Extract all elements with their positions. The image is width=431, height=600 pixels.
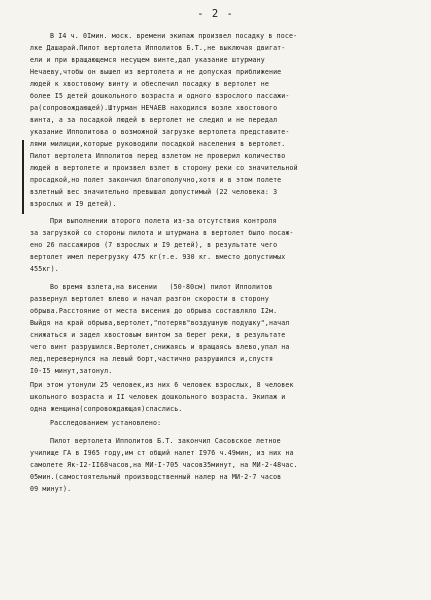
- text-line: В I4 ч. 0Iмин. моск. времени экипаж произвел посадку в посе-: [50, 32, 298, 40]
- text-line: 09 минут).: [30, 485, 72, 493]
- text-line: снижаться и задел хвостовым винтом за берег реки, в результате: [30, 331, 286, 339]
- text-line: училище ГА в I965 году,им ст общий налет I976 ч.49мин, из них на: [30, 449, 294, 457]
- text-line: 455кг).: [30, 265, 59, 273]
- text-line: Нечаеву,чтобы он вышел из вертолета и не допуская приближение: [30, 68, 282, 76]
- page-number: - 2 -: [197, 8, 234, 20]
- text-line: I0-I5 минут,затонул.: [30, 367, 113, 375]
- text-line: школьного возраста и II человек дошкольного возраста. Экипаж и: [30, 393, 286, 401]
- text-line: лями милиции,которые руководили посадкой населения в вертолет.: [30, 140, 286, 148]
- text-line: указание Ипполитова о возможной загрузке вертолета представите-: [30, 128, 290, 136]
- text-line: Пилот вертолета Ипполитов перед взлетом не проверил количество: [30, 152, 286, 160]
- text-line: Выйдя на край обрыва,вертолет,"потеряв"воздушную подушку",начал: [30, 319, 290, 327]
- text-line: одна женщина(сопровождающая)спаслись.: [30, 405, 183, 413]
- text-line: людей в вертолете и произвел взлет в сторону реки со значительной: [30, 164, 298, 172]
- text-line: более I5 детей дошкольного возраста и одного взрослого пассажи-: [30, 92, 290, 100]
- text-line: вертолет имел перегрузку 475 кг(т.е. 930 кг. вместо допустимых: [30, 253, 286, 261]
- text-line: самолете Як-I2-II68часов,на МИ-I-705 часов35минут, на МИ-2-48час.: [30, 461, 298, 469]
- text-line: При этом утонули 25 человек,из них 6 человек взрослых, 8 человек: [30, 381, 294, 389]
- text-line: взлетный вес значительно превышал допустимый (22 человека: 3: [30, 188, 278, 196]
- text-line: ено 26 пассажиров (7 взрослых и I9 детей), в результате чего: [30, 241, 278, 249]
- text-line: лке Дашарай.Пилот вертолета Ипполитов Б.Т.,не выключая двигат-: [30, 44, 286, 52]
- text-line: При выполнении второго полета из-за отсутствия контроля: [50, 217, 277, 225]
- text-line: обрыва.Расстояние от места висения до обрыва составляло I2м.: [30, 307, 278, 315]
- text-line: чего винт разрушился.Вертолет,снижаясь и вращаясь влево,упал на: [30, 343, 290, 351]
- text-line: за загрузкой со стороны пилота и штурмана в вертолет было посаж-: [30, 229, 294, 237]
- margin-line: [22, 140, 24, 214]
- text-line: лед,перевернулся на левый борт,частично разрушился и,спустя: [30, 355, 274, 363]
- text-line: взрослых и I9 детей).: [30, 200, 117, 208]
- text-line: винта, а за посадкой людей в вертолет не следил и не передал: [30, 116, 278, 124]
- text-line: 05мин.(самостоятельный производственный налер на МИ-2-7 часов: [30, 473, 282, 481]
- text-line: просадкой,но полет закончил благополучно,хотя и в этом полете: [30, 176, 282, 184]
- text-line: ели и при вращающемся несущем винте,дал указание штурману: [30, 56, 265, 64]
- text-line: людей к хвостовому винту и обеспечил посадку в вертолет не: [30, 80, 269, 88]
- text-line: развернул вертолет влево и начал разгон скорости в сторону: [30, 295, 269, 303]
- text-line: Пилот вертолета Ипполитов Б.Т. закончил Сасовское летное: [50, 437, 281, 445]
- text-line: Расследованием установлено:: [50, 419, 162, 427]
- text-line: Во время взлета,на висении (50-80см) пилот Ипполитов: [50, 283, 273, 291]
- text-line: ра(сопровождающей).Штурман НЕЧАЕВ находился возле хвостового: [30, 104, 278, 112]
